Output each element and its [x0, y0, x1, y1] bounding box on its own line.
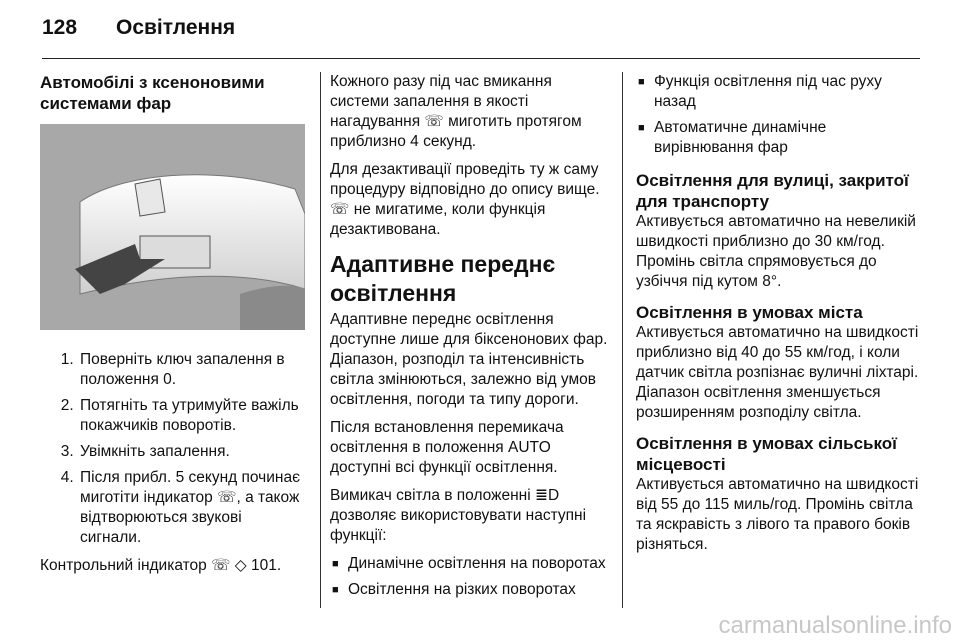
paragraph: Активується автоматично на швидкості приблизно від 40 до 55 км/год, і коли датчик світла розпізнає вуличні ліхтарі. Діапазон освітлення зменшується розширенням розподілу світла.	[636, 324, 919, 421]
section-heading-country: Освітлення в умовах сільської місцевості	[636, 434, 897, 474]
column-divider	[622, 72, 623, 608]
column-1	[40, 72, 305, 584]
list-item: 3. Увімкніть запалення.	[78, 442, 305, 462]
section-heading-afl: Адаптивне переднє освітлення	[330, 251, 556, 306]
section-heading-town: Освітлення в умовах міста	[636, 303, 863, 322]
section-heading-street: Освітлення для вулиці, закритої для транспорту	[636, 171, 909, 211]
paragraph: Вимикач світла в положенні ≣D дозволяє використовувати наступні функції:	[330, 487, 587, 544]
column-3	[636, 72, 926, 563]
lever-illustration	[40, 124, 305, 330]
list-item: 1. Поверніть ключ запалення в положення 0.	[78, 350, 305, 390]
column-2	[330, 72, 610, 606]
page-header	[42, 16, 235, 40]
feature-list	[636, 72, 926, 158]
list-item: ■ Автоматичне динамічне вирівнювання фар	[636, 118, 926, 158]
section-heading-xenon: Автомобілі з ксеноновими системами фар	[40, 73, 265, 113]
feature-list	[330, 554, 610, 600]
paragraph: Після встановлення перемикача освітлення в положення AUTO доступні всі функції освітлення.	[330, 419, 564, 476]
procedure-steps	[40, 350, 305, 548]
list-item: ■ Функція освітлення під час руху назад	[636, 72, 926, 112]
paragraph: Адаптивне переднє освітлення доступне лише для біксенонових фар. Діапазон, розподіл та інтенсивність світла змінюються, залежно від умов освітлення, погоди та типу дороги.	[330, 311, 608, 408]
page-title: Освітлення	[116, 16, 236, 39]
paragraph: Активується автоматично на невеликій швидкості приблизно до 30 км/год. Промінь світла спрямовується до узбіччя під кутом 8°.	[636, 213, 916, 290]
header-rule	[42, 58, 920, 59]
list-item: ■ Динамічне освітлення на поворотах	[330, 554, 610, 574]
list-item: 4. Після прибл. 5 секунд починає миготіти індикатор ☏, а також відтворюються звукові сигнали.	[78, 468, 305, 548]
paragraph: Кожного разу під час вмикання системи запалення в якості нагадування ☏ миготить протягом приблизно 4 секунд.	[330, 73, 582, 150]
watermark: carmanualsonline.info	[718, 612, 952, 639]
column-divider	[320, 72, 321, 608]
list-item: ■ Освітлення на різких поворотах	[330, 580, 610, 600]
list-item: 2. Потягніть та утримуйте важіль покажчиків поворотів.	[78, 396, 305, 436]
paragraph: Активується автоматично на швидкості від 55 до 115 миль/год. Промінь світла та яскравість з лівого та правого боків різняться.	[636, 476, 919, 553]
indicator-reference: Контрольний індикатор ☏ ◇ 101.	[40, 557, 282, 574]
paragraph: Для дезактивації проведіть ту ж саму процедуру відповідно до опису вище. ☏ не мигатиме, коли функція дезактивована.	[330, 161, 600, 238]
page-number: 128	[42, 16, 78, 39]
